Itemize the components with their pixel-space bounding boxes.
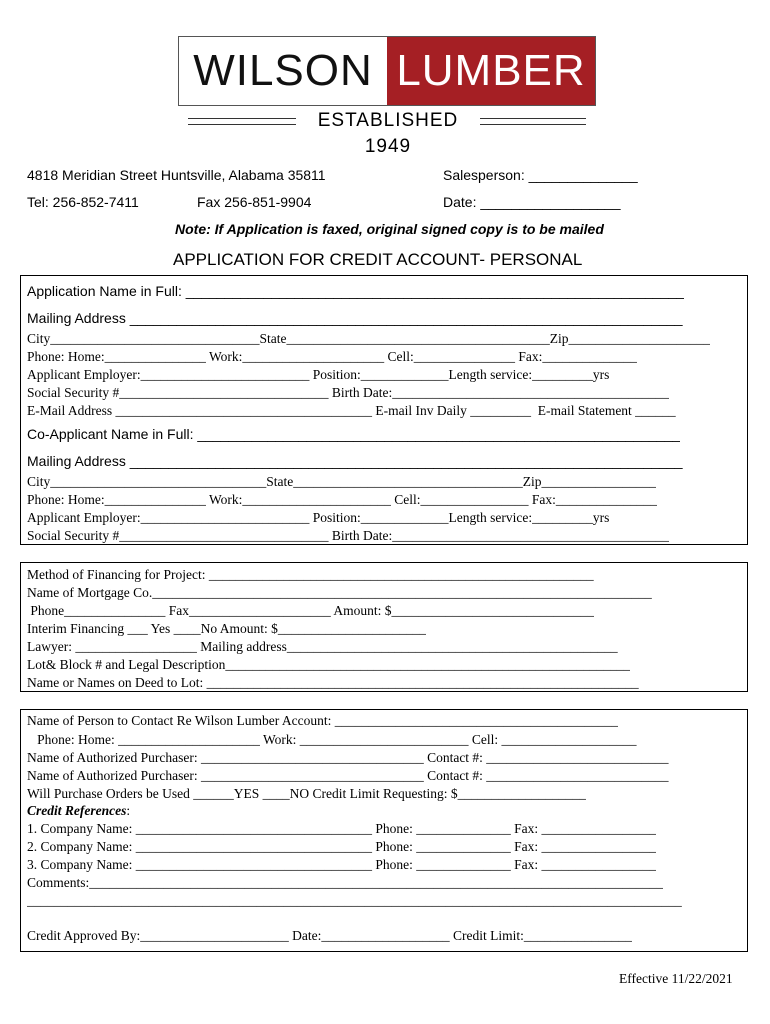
company-tel: Tel: 256-852-7411	[27, 194, 139, 210]
contact-phone-row[interactable]: Phone: Home: _____________________ Work: _________________________ Cell: ____________________	[27, 732, 637, 747]
authorized-purchaser-2-row[interactable]: Name of Authorized Purchaser: _________________________________ Contact #: ___________________________	[27, 768, 669, 783]
comments-row[interactable]: Comments:_____________________________________________________________________________________	[27, 875, 664, 890]
tagline-rule	[480, 124, 586, 125]
financing-method-row[interactable]: Method of Financing for Project: _________________________________________________________	[27, 567, 594, 582]
credit-references-label: Credit References	[27, 803, 127, 818]
company-address: 4818 Meridian Street Huntsville, Alabama 35811	[27, 167, 326, 183]
credit-reference-1-row[interactable]: 1. Company Name: ___________________________________ Phone: ______________ Fax: _________________	[27, 821, 657, 836]
fax-note: Note: If Application is faxed, original signed copy is to be mailed	[175, 221, 604, 237]
applicant-mailing-field[interactable]: Mailing Address _______________________________________________________________________	[27, 310, 683, 326]
applicant-name-field[interactable]: Application Name in Full: ________________________________________________________________	[27, 283, 685, 299]
deed-names-row[interactable]: Name or Names on Deed to Lot: ________________________________________________________________	[27, 675, 639, 690]
salesperson-field[interactable]: Salesperson: ______________	[443, 167, 638, 183]
authorized-purchaser-1-row[interactable]: Name of Authorized Purchaser: _________________________________ Contact #: ___________________________	[27, 750, 669, 765]
credit-references-heading	[27, 803, 130, 819]
legal-description-row[interactable]: Lot& Block # and Legal Description____________________________________________________________	[27, 657, 631, 672]
company-fax: Fax 256-851-9904	[197, 194, 312, 210]
credit-references-colon: :	[126, 803, 131, 818]
coapplicant-mailing-field[interactable]: Mailing Address _______________________________________________________________________	[27, 453, 683, 469]
applicant-phone-row[interactable]: Phone: Home:_______________ Work:_____________________ Cell:_______________ Fax:______________	[27, 349, 637, 364]
form-title: APPLICATION FOR CREDIT ACCOUNT- PERSONAL	[173, 250, 583, 269]
comments-continuation-row[interactable]: _________________________________________________________________________________________________	[27, 893, 682, 908]
logo-lumber-text: LUMBER	[387, 37, 595, 105]
credit-reference-2-row[interactable]: 2. Company Name: ___________________________________ Phone: ______________ Fax: _________________	[27, 839, 657, 854]
logo-tagline	[178, 108, 596, 157]
company-logo	[178, 36, 596, 106]
financing-phone-row[interactable]: Phone_______________ Fax_____________________ Amount: $______________________________	[27, 603, 595, 618]
mortgage-company-row[interactable]: Name of Mortgage Co.__________________________________________________________________________	[27, 585, 652, 600]
credit-reference-3-row[interactable]: 3. Company Name: ___________________________________ Phone: ______________ Fax: _________________	[27, 857, 657, 872]
coapplicant-employer-row[interactable]: Applicant Employer:_________________________ Position:_____________Length service:_________yrs	[27, 510, 610, 525]
date-field[interactable]: Date: __________________	[443, 194, 621, 210]
coapplicant-city-row[interactable]: City________________________________State__________________________________Zip_________________	[27, 474, 657, 489]
coapplicant-name-field[interactable]: Co-Applicant Name in Full: ______________________________________________________________	[27, 426, 681, 442]
coapplicant-ssn-row[interactable]: Social Security #_______________________________ Birth Date:_________________________________________	[27, 528, 669, 543]
tagline-rule	[480, 118, 586, 119]
tagline-text: ESTABLISHED 1949	[317, 110, 459, 157]
tagline-rule	[188, 118, 296, 119]
contact-person-row[interactable]: Name of Person to Contact Re Wilson Lumber Account: __________________________________________	[27, 713, 619, 728]
interim-financing-row[interactable]: Interim Financing ___ Yes ____No Amount: $______________________	[27, 621, 427, 636]
credit-approval-row[interactable]: Credit Approved By:______________________ Date:___________________ Credit Limit:________________	[27, 928, 632, 943]
purchase-orders-row[interactable]: Will Purchase Orders be Used ______YES ____NO Credit Limit Requesting: $___________________	[27, 786, 586, 801]
tagline-rule	[188, 124, 296, 125]
applicant-city-row[interactable]: City_______________________________State_______________________________________Zip_____________________	[27, 331, 711, 346]
logo-wilson-text: WILSON	[193, 46, 373, 95]
applicant-employer-row[interactable]: Applicant Employer:_________________________ Position:_____________Length service:_________yrs	[27, 367, 610, 382]
effective-date: Effective 11/22/2021	[619, 971, 733, 986]
coapplicant-phone-row[interactable]: Phone: Home:_______________ Work:______________________ Cell:________________ Fax:_______________	[27, 492, 658, 507]
applicant-ssn-row[interactable]: Social Security #_______________________________ Birth Date:_________________________________________	[27, 385, 669, 400]
lawyer-row[interactable]: Lawyer: __________________ Mailing address_________________________________________________	[27, 639, 618, 654]
applicant-email-row[interactable]: E-Mail Address ______________________________________ E-mail Inv Daily _________ E-mail Statement ______	[27, 403, 676, 418]
